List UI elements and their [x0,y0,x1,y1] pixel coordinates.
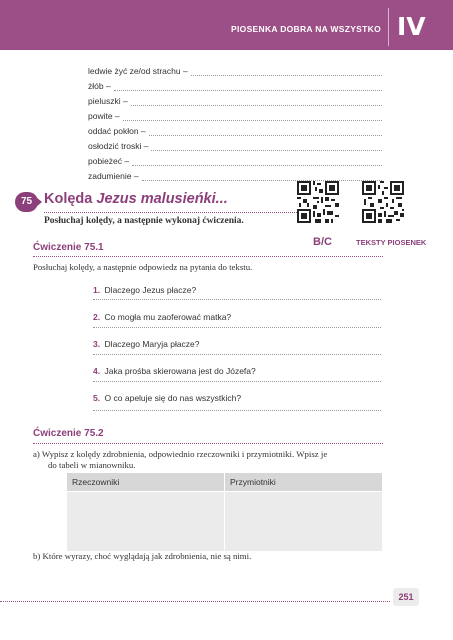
table-header-nouns: Rzeczowniki [67,473,225,492]
vocab-label: pobieżeć – [88,156,130,166]
answer-line[interactable] [93,354,381,355]
nouns-cell[interactable] [67,492,225,552]
task-a-line1: a) Wypisz z kolędy zdrobnienia, odpowiednio rzeczowniki i przymiotniki. Wpisz je [33,449,328,459]
song-title-italic: Jezus malusieńki... [96,191,228,207]
vocab-item [88,111,382,121]
header-divider [388,8,389,46]
section-header-title: PIOSENKA DOBRA NA WSZYSTKO [231,24,381,34]
exercise-divider [33,256,383,257]
vocab-item [88,141,382,151]
answer-line[interactable] [93,410,381,411]
vocab-label: osłodzić troski – [88,141,149,151]
vocab-label: ledwie żyć ze/od strachu – [88,66,188,76]
question-number: 4. [93,366,101,376]
answer-line[interactable] [114,83,382,91]
table-header-adjectives: Przymiotniki [225,473,383,492]
task-a-line2: do tabeli w mianowniku. [48,460,136,470]
question-item [93,388,241,406]
vocab-item [88,171,382,181]
answer-line[interactable] [132,158,382,166]
exercise-divider [33,443,383,444]
vocab-item [88,81,382,91]
chapter-number: IV [397,12,426,41]
vocab-label: powite – [88,111,120,121]
vocab-label: żłób – [88,81,111,91]
answer-line[interactable] [151,143,382,151]
question-item [93,361,256,379]
word-table [66,472,383,552]
qr-code-audio[interactable] [297,181,339,223]
answer-line[interactable] [93,381,381,382]
section-number-badge: 75 [15,192,38,212]
badge-pointer [36,197,42,207]
song-title-prefix: Kolęda [44,191,93,207]
question-number: 2. [93,312,101,322]
header-bar [0,0,453,50]
vocab-label: pieluszki – [88,96,128,106]
answer-line[interactable] [142,173,382,181]
song-title [44,191,228,207]
page-number: 251 [393,588,419,606]
qr-label-audio: B/C [313,236,332,248]
question-text: Dlaczego Jezus płacze? [104,285,197,295]
answer-line[interactable] [149,128,382,136]
question-item [93,307,231,325]
title-divider [44,212,299,213]
question-number: 3. [93,339,101,349]
qr-code-lyrics[interactable] [362,181,404,223]
vocab-label: oddać pokłon – [88,126,146,136]
question-number: 1. [93,285,101,295]
question-item [93,334,200,352]
question-text: O co apeluje się do nas wszystkich? [104,393,242,403]
qr-label-lyrics: TEKSTY PIOSENEK [356,238,427,247]
question-text: Dlaczego Maryja płacze? [104,339,200,349]
vocab-item [88,66,382,76]
question-text: Jaka prośba skierowana jest do Józefa? [104,366,256,376]
answer-line[interactable] [131,98,382,106]
answer-line[interactable] [191,68,382,76]
exercise-title: Ćwiczenie 75.1 [33,242,104,253]
question-number: 5. [93,393,101,403]
section-instruction: Posłuchaj kolędy, a następnie wykonaj ćwiczenia. [44,216,244,226]
vocab-label: zadumienie – [88,171,139,181]
exercise-title: Ćwiczenie 75.2 [33,428,104,439]
question-text: Co mogła mu zaoferować matka? [104,312,232,322]
answer-line[interactable] [93,327,381,328]
answer-line[interactable] [93,299,381,300]
footer-divider [0,601,390,602]
vocab-item [88,96,382,106]
exercise-instruction: Posłuchaj kolędy, a następnie odpowiedz na pytania do tekstu. [33,262,253,272]
answer-line[interactable] [123,113,382,121]
vocab-item [88,126,382,136]
adjectives-cell[interactable] [225,492,383,552]
task-b: b) Które wyrazy, choć wyglądają jak zdrobnienia, nie są nimi. [33,551,252,561]
vocab-item [88,156,382,166]
question-item [93,280,196,298]
